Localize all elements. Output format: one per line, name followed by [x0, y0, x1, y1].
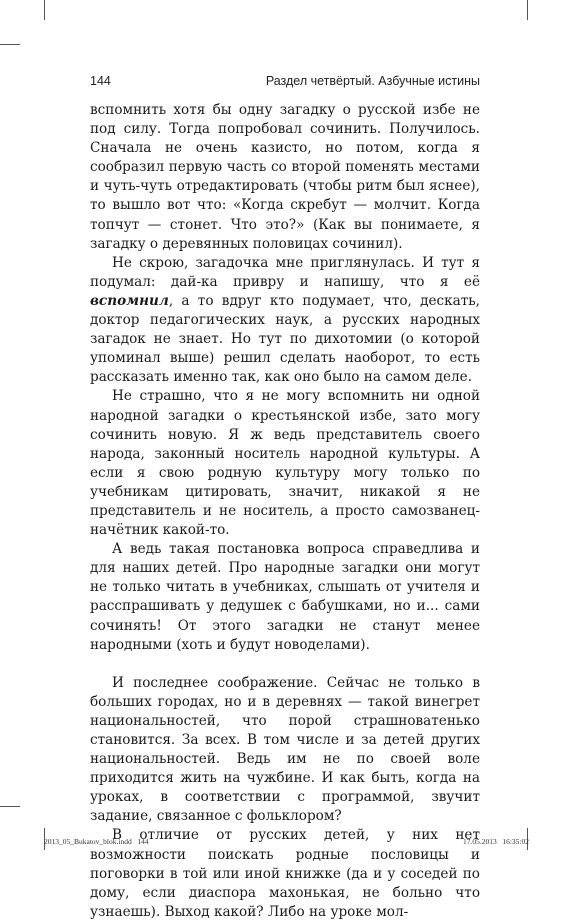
paragraph: В отличие от русских детей, у них нет возможности поискать родные пословицы и поговорки в той или иной книжке (да и у соседей по дому, если диаспора махонькая, не больно что узнаешь). Выход какой? Либо на уроке мол- — [90, 827, 480, 920]
slug-file-info: 2013_05_Bukatov_blok.indd 144 — [44, 837, 149, 846]
crop-mark-left-lower — [0, 806, 20, 807]
crop-mark-left-upper — [0, 44, 20, 45]
paragraph-text: Не скрою, загадочка мне приглянулась. И тут я подумал: дай-ка привру и напишу, что я её — [90, 254, 480, 290]
paragraph: Не страшно, что я не могу вспомнить ни одной народной загадки о крестьянской избе, зато могу сочинить новую. Я ж ведь представитель своего народа, законный носитель народной культуры. А если я свою родную культуру могу только по учебникам цитировать, значит, никакой я не представитель и не носитель, а просто самозванецначётник какой-то. — [90, 388, 480, 539]
running-head: Раздел четвёртый. Азбучные истины — [265, 74, 480, 88]
emphasis-text: вспомнил — [90, 292, 169, 309]
crop-mark-top-left — [44, 0, 45, 20]
page-header — [90, 74, 480, 94]
body-text — [90, 101, 480, 922]
slug-timestamp: 17.05.2013 16:35:02 — [462, 837, 529, 846]
paragraph: вспомнить хотя бы одну загадку о русской избе не под силу. Тогда попробовал сочинить. Получилось. Сначала не очень казисто, но потом, когда я сообразил первую часть со второй поменять местами и чуть-чуть отредактировать (чтобы ритм был яснее), то вышло вот что: «Когда скребут — молчит. Когда топчут — стонет. Что это?» (Как вы понимаете, я загадку о деревянных половицах сочинил). — [90, 102, 480, 252]
paragraph: И последнее соображение. Сейчас не только в больших городах, но и в деревнях — такой винегрет национальностей, что порой страшноватенько становится. За всех. В том числе и за детей других национальностей. Ведь им не по своей воле приходится жить на чужбине. И как быть, когда на уроках, в соответствии с программой, звучит задание, связанное с фольклором? — [90, 674, 480, 825]
page-number: 144 — [90, 74, 111, 88]
paragraph-text: , а то вдруг кто подумает, что, дескать, доктор педагогических наук, а русских народных загадок не знает. Но тут по дихотомии (о которой упоминал выше) решил сделать наоборот, то есть рассказать именно так, как оно было на самом деле. — [90, 292, 480, 386]
paragraph — [90, 254, 480, 388]
paragraph: А ведь такая постановка вопроса справедлива и для наших детей. Про народные загадки они могут не только читать в учебниках, слышать от учителя и расспрашивать у дедушек с бабушками, но и... сами сочинять! От этого загадки не станут менее народными (хоть и будут новоделами). — [90, 541, 480, 653]
crop-mark-top-right — [527, 0, 528, 20]
